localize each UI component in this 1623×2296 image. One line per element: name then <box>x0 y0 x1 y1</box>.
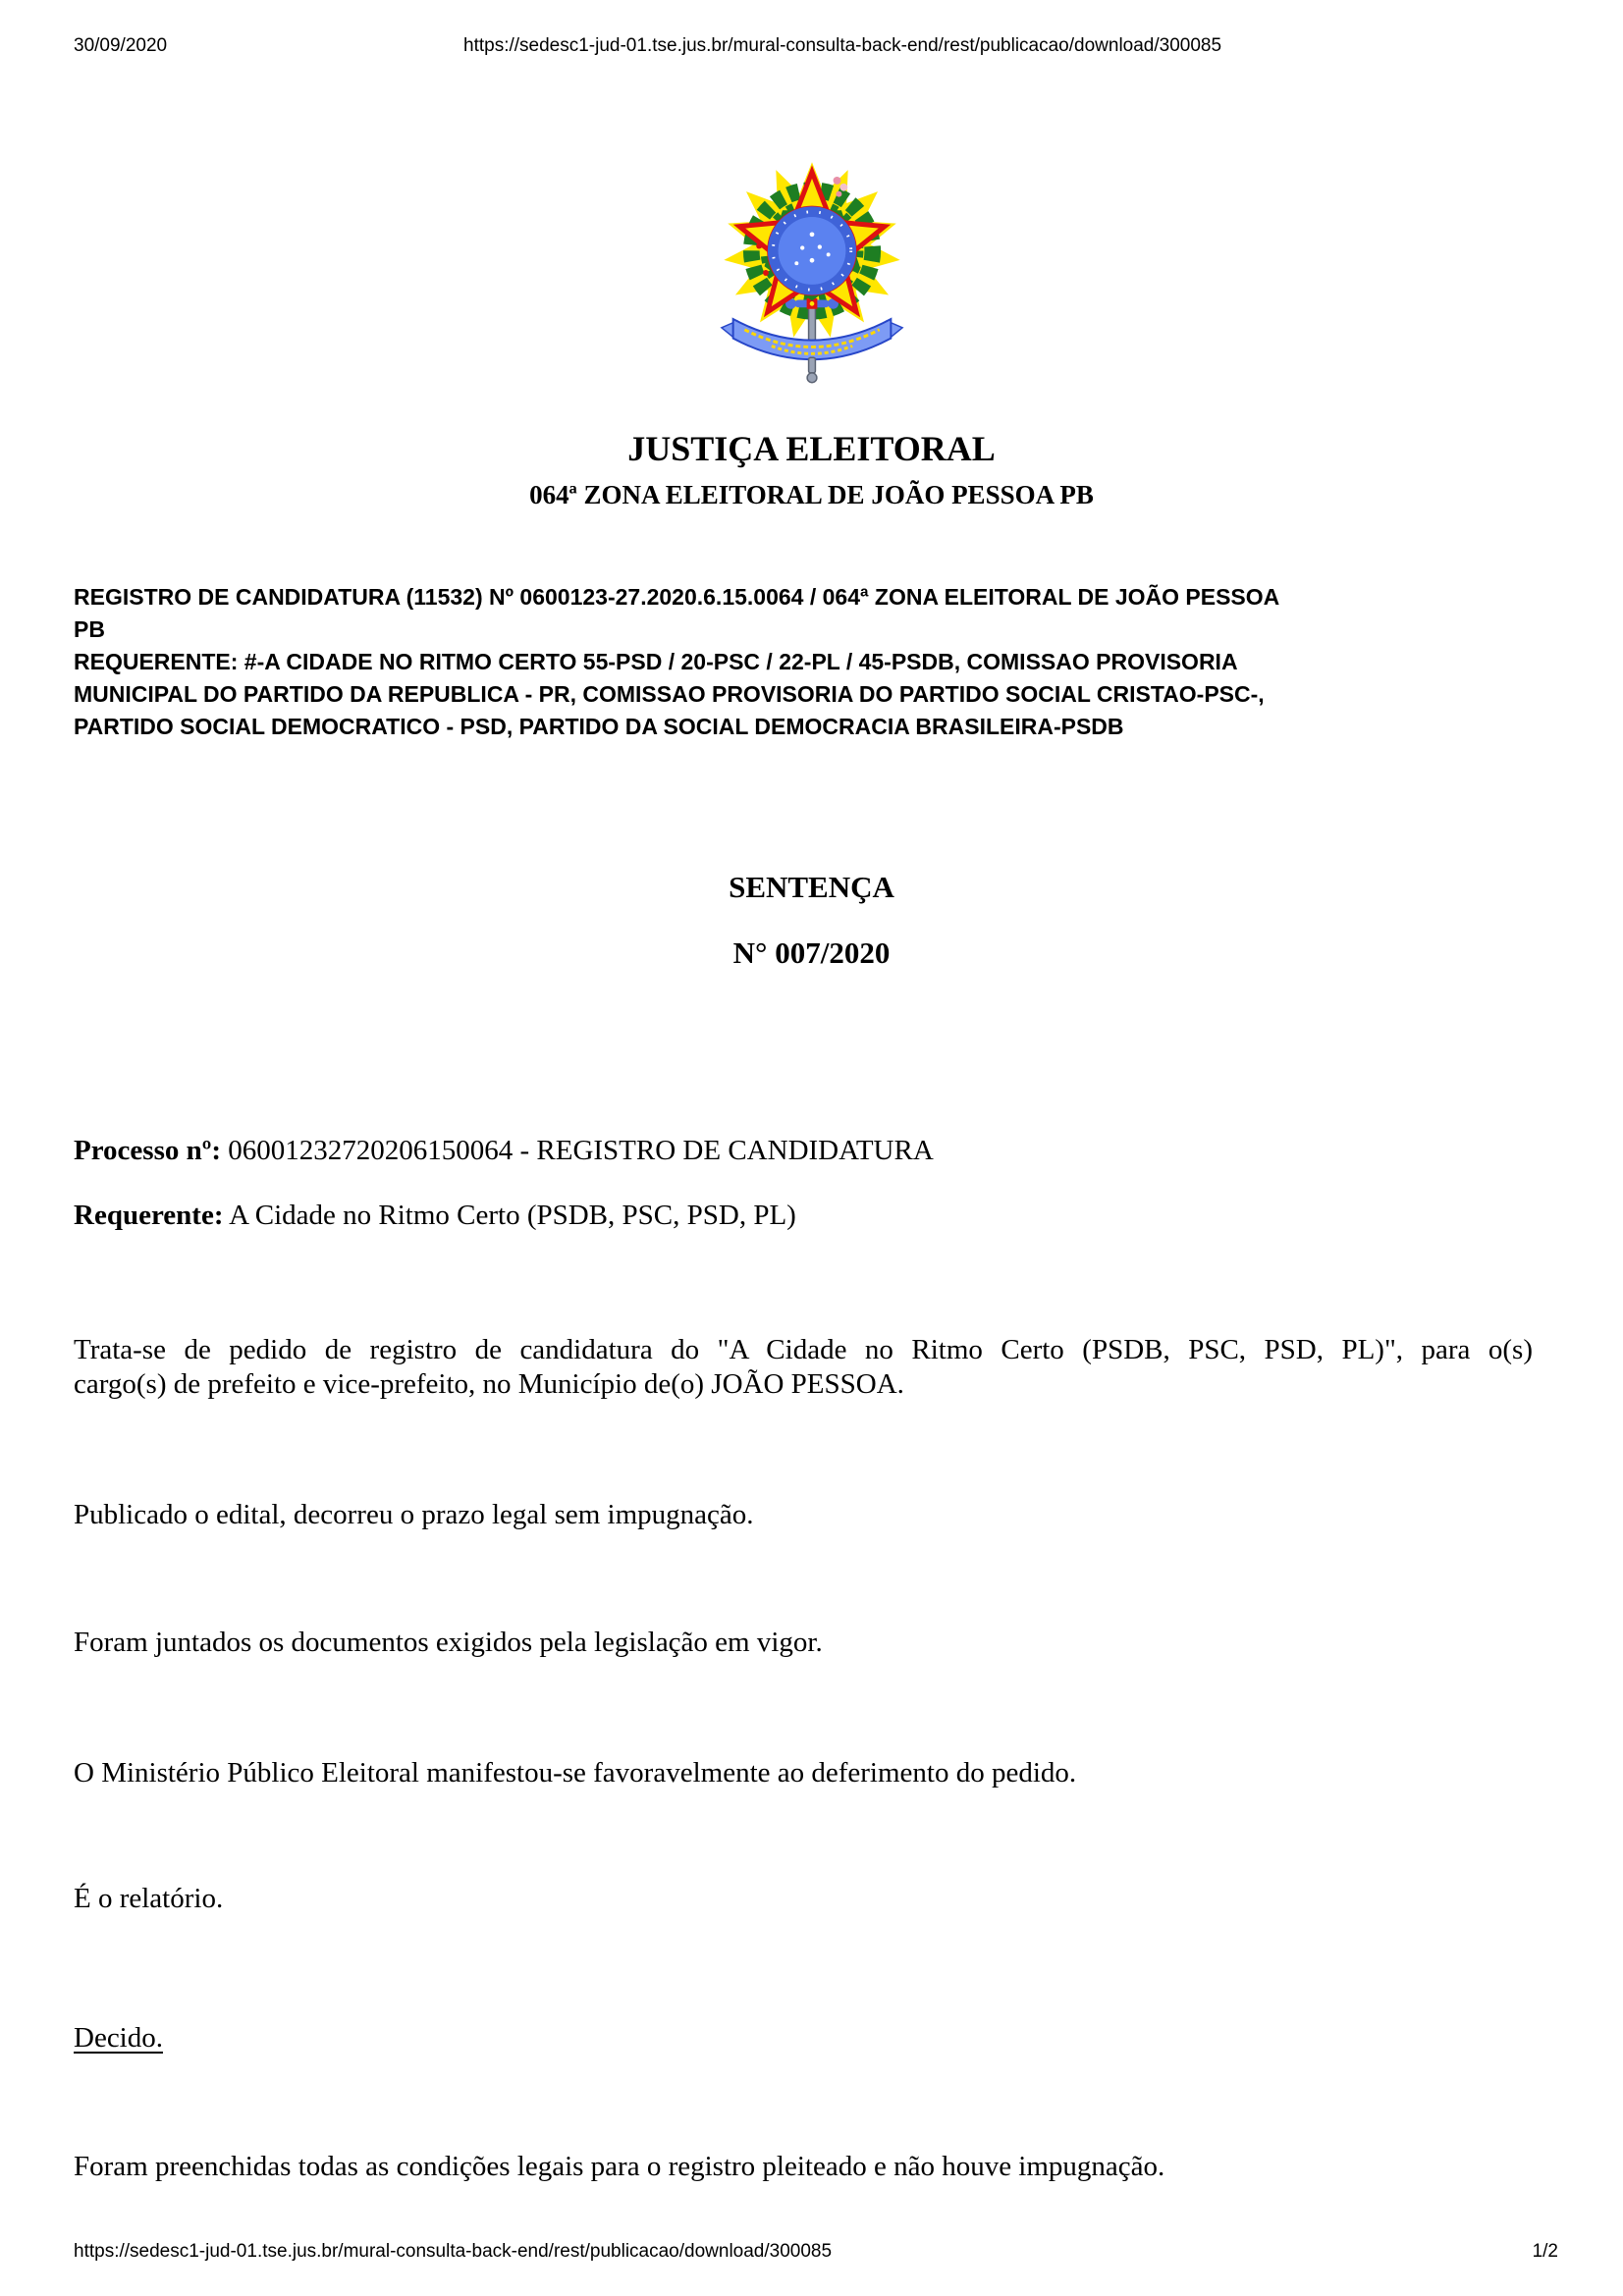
paragraph-condicoes: Foram preenchidas todas as condições legais para o registro pleiteado e não houve impugnação. <box>74 2151 1165 2182</box>
case-header-line: REGISTRO DE CANDIDATURA (11532) Nº 0600123-27.2020.6.15.0064 / 064ª ZONA ELEITORAL DE JOÃO PESSOA <box>74 584 1280 610</box>
page-subtitle: 064ª ZONA ELEITORAL DE JOÃO PESSOA PB <box>529 480 1094 509</box>
process-number-value: 06001232720206150064 - REGISTRO DE CANDIDATURA <box>228 1135 934 1166</box>
paragraph-publicado: Publicado o edital, decorreu o prazo legal sem impugnação. <box>74 1499 754 1530</box>
case-header-line: PB <box>74 616 105 642</box>
sentence-heading: SENTENÇA <box>729 870 894 904</box>
print-page-indicator: 1/2 <box>1532 2241 1558 2262</box>
paragraph-ministerio: O Ministério Público Eleitoral manifestou-se favoravelmente ao deferimento do pedido. <box>74 1757 1077 1789</box>
paragraph-decido <box>74 2021 1533 2056</box>
process-number-label: Processo nº: <box>74 1135 221 1166</box>
brazil-coat-of-arms-icon <box>716 157 908 389</box>
paragraph-line: cargo(s) de prefeito e vice-prefeito, no Município de(o) JOÃO PESSOA. <box>74 1368 904 1400</box>
paragraph-relatorio: É o relatório. <box>74 1883 224 1914</box>
print-header-url: https://sedesc1-jud-01.tse.jus.br/mural-consulta-back-end/rest/publicacao/download/300085 <box>463 35 1222 56</box>
emblem-globe <box>767 206 855 294</box>
page-title: JUSTIÇA ELEITORAL <box>627 429 996 468</box>
paragraph-trata-se <box>74 1333 1533 1402</box>
paragraph-documentos: Foram juntados os documentos exigidos pela legislação em vigor. <box>74 1627 823 1658</box>
emblem-sword-grip <box>807 357 817 382</box>
sentence-number: N° 007/2020 <box>732 935 891 970</box>
case-header-line: PARTIDO SOCIAL DEMOCRATICO - PSD, PARTIDO DA SOCIAL DEMOCRACIA BRASILEIRA-PSDB <box>74 714 1124 739</box>
case-header-line: MUNICIPAL DO PARTIDO DA REPUBLICA - PR, COMISSAO PROVISORIA DO PARTIDO SOCIAL CRISTAO-PSC-, <box>74 681 1265 707</box>
requerente-label: Requerente: <box>74 1200 224 1231</box>
case-header-block <box>74 581 1529 743</box>
requerente-value: A Cidade no Ritmo Certo (PSDB, PSC, PSD, PL) <box>229 1200 796 1231</box>
paragraph-line: Trata-se de pedido de registro de candidatura do "A Cidade no Ritmo Certo (PSDB, PSC, PSD, PL)", para o(s) <box>74 1334 1533 1365</box>
print-footer-url: https://sedesc1-jud-01.tse.jus.br/mural-consulta-back-end/rest/publicacao/download/300085 <box>74 2241 833 2262</box>
print-date: 30/09/2020 <box>74 35 168 56</box>
decido-underlined-text: Decido. <box>74 2022 163 2054</box>
case-header-line: REQUERENTE: #-A CIDADE NO RITMO CERTO 55-PSD / 20-PSC / 22-PL / 45-PSDB, COMISSAO PROVISORIA <box>74 649 1238 674</box>
requerente-line <box>74 1199 1529 1233</box>
process-number-line <box>74 1134 1529 1168</box>
